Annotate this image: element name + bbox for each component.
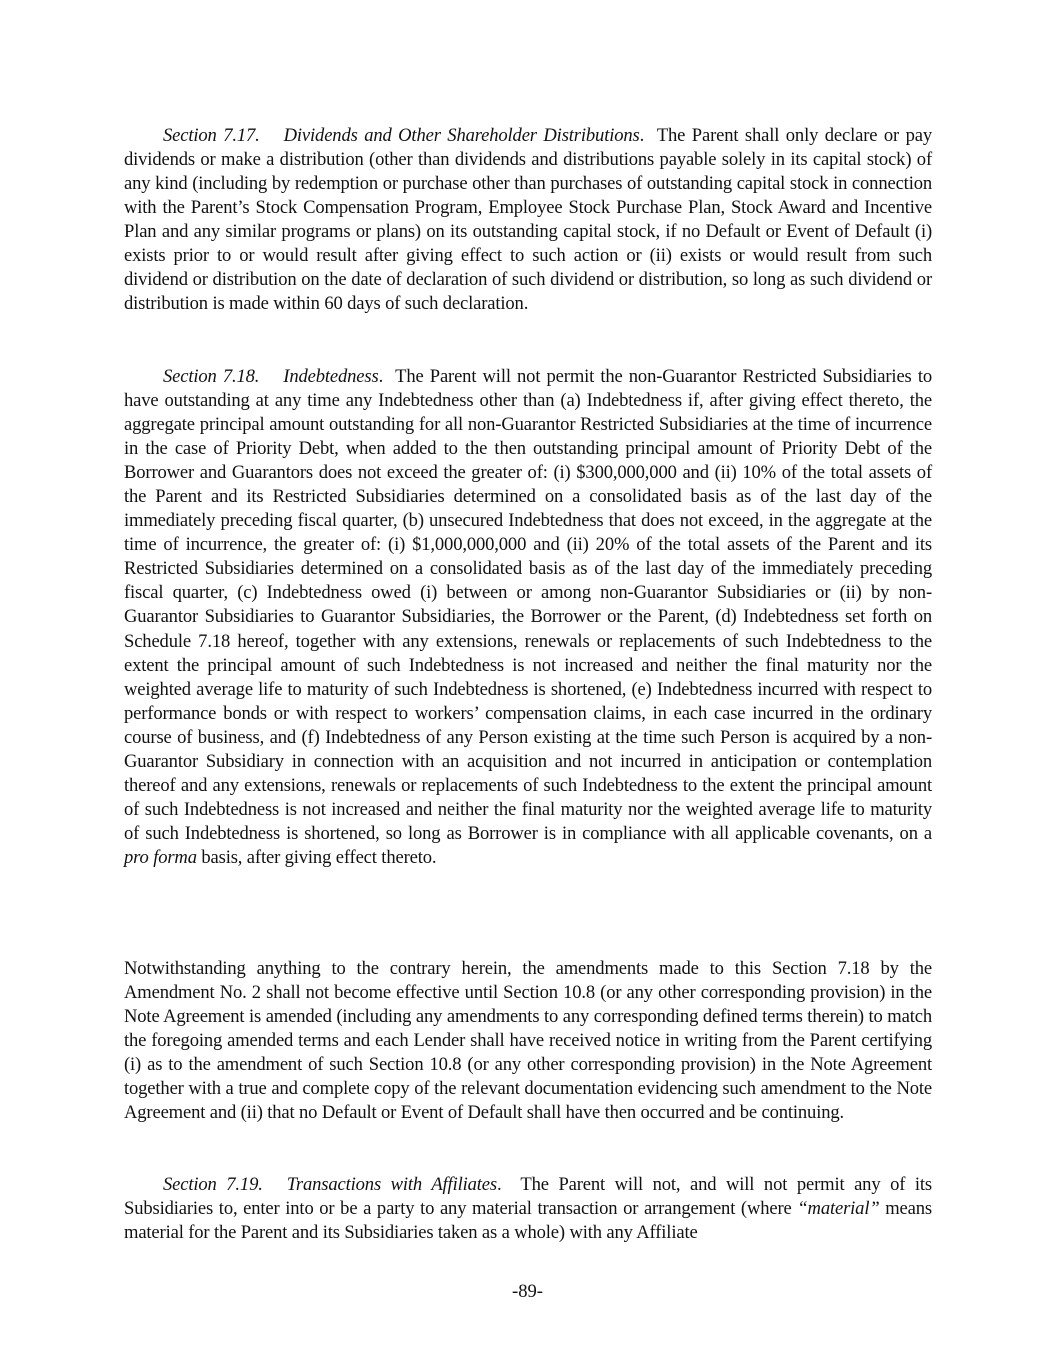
section-body: The Parent shall only declare or pay dividends or make a distribution (other than dividends and distributions payable solely in its capital stock) of any kind (including by redemption or purchase other than purchases of outstanding capital stock in connection with the Parent’s Stock Compensation Program, Employee Stock Purchase Plan, Stock Award and Incentive Plan and any similar programs or plans) on its outstanding capital stock, if no Default or Event of Default (i) exists prior to or would result after giving effect to such action or (ii) exists or would result from such dividend or distribution on the date of declaration of such dividend or distribution, so long as such dividend or distribution is made within 60 days of such declaration. (124, 125, 932, 315)
section-number: Section 7.17. (163, 125, 260, 146)
section-number: Section 7.19. (163, 1174, 263, 1195)
section-title-period: . (378, 366, 384, 387)
paragraph-body: Notwithstanding anything to the contrary herein, the amendments made to this Section 7.18 by the Amendment No. 2 shall not become effective until Section 10.8 (or any other corresponding provision) in the Note Agreement is amended (including any amendments to any corresponding defined terms therein) to match the foregoing amended terms and each Lender shall have received notice in writing from the Parent certifying (i) as to the amendment of such Section 10.8 (or any other corresponding provision) in the Note Agreement together with a true and complete copy of the relevant documentation evidencing such amendment to the Note Agreement and (ii) that no Default or Event of Default shall have then occurred and be continuing. (124, 958, 932, 1124)
amendment-notwithstanding-paragraph (124, 957, 932, 1125)
section-body: The Parent will not, and will not permit any of its Subsidiaries to, enter into or be a party to any material transaction or arrangement (where (124, 1174, 932, 1220)
section-body-end: means material for the Parent and its Subsidiaries taken as a whole) with any Affiliate (124, 1198, 932, 1244)
section-body-end: basis, after giving effect thereto. (196, 846, 437, 868)
page-number: -89- (512, 1281, 543, 1302)
section-7-19-paragraph (124, 1173, 932, 1245)
section-number: Section 7.18. (163, 366, 260, 387)
italic-term: pro forma (124, 846, 197, 868)
section-title: Transactions with Affiliates (286, 1174, 497, 1195)
section-body: The Parent will not permit the non-Guarantor Restricted Subsidiaries to have outstanding at any time any Indebtedness other than (a) Indebtedness if, after giving effect thereto, the aggregate principal amount outstanding for all non-Guarantor Restricted Subsidiaries at the time of incurrence in the case of Priority Debt, when added to the then outstanding principal amount of Priority Debt of the Borrower and Guarantors does not exceed the greater of: (i) $300,000,000 and (ii) 10% of the total assets of the Parent and its Restricted Subsidiaries determined on a consolidated basis as of the last day of the immediately preceding fiscal quarter, (b) unsecured Indebtedness that does not exceed, in the aggregate at the time of incurrence, the greater of: (i) $1,000,000,000 and (ii) 20% of the total assets of the Parent and its Restricted Subsidiaries determined on a consolidated basis as of the last day of the immediately preceding fiscal quarter, (c) Indebtedness owed (i) between or among non-Guarantor Subsidiaries or (ii) by non-Guarantor Subsidiaries to Guarantor Subsidiaries, the Borrower or the Parent, (d) Indebtedness set forth on Schedule 7.18 hereof, together with any extensions, renewals or replacements of such Indebtedness to the extent the principal amount of such Indebtedness is not increased and neither the final maturity nor the weighted average life to maturity of such Indebtedness is shortened, (e) Indebtedness incurred with respect to performance bonds or with respect to workers’ compensation claims, in each case incurred in the ordinary course of business, and (f) Indebtedness of any Person existing at the time such Person is acquired by a non-Guarantor Subsidiary in connection with an acquisition and not incurred in anticipation or contemplation thereof and any extensions, renewals or replacements of such Indebtedness to the extent the principal amount of such Indebtedness is not increased and neither the final maturity nor the weighted average life to maturity of such Indebtedness is shortened, so long as Borrower is in compliance with all applicable covenants, on a (124, 366, 932, 844)
italic-term: “material” (797, 1198, 880, 1220)
section-7-18-paragraph (124, 365, 932, 870)
section-title: Indebtedness (283, 366, 379, 387)
section-7-17-paragraph (124, 124, 932, 316)
section-title-period: . (496, 1174, 502, 1195)
section-title: Dividends and Other Shareholder Distributions (283, 125, 640, 146)
section-title-period: . (639, 125, 645, 146)
